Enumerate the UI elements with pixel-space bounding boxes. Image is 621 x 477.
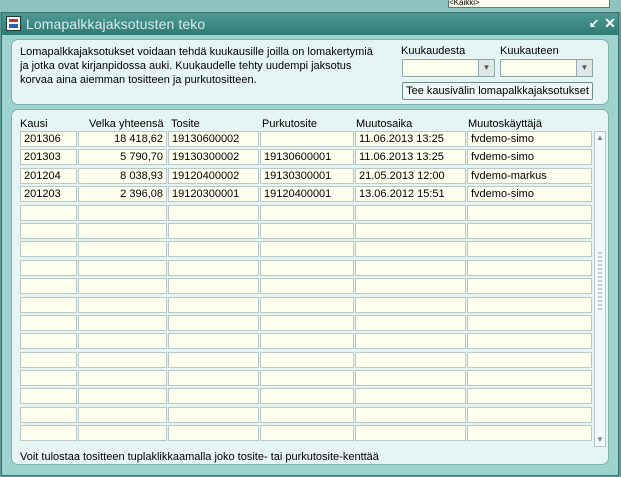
cell-muutosaika[interactable] [355,425,466,441]
cell-muutoskayttaja[interactable] [467,388,592,404]
col-header-purkutosite: Purkutosite [262,118,318,130]
cell-tosite[interactable]: 19120300001 [168,186,259,202]
cell-muutosaika[interactable]: 11.06.2013 13:25 [355,149,466,165]
cell-tosite[interactable]: 19130600002 [168,131,259,147]
footer-hint: Voit tulostaa tositteen tuplaklikkaamalla joko tosite- tai purkutosite-kenttää [20,451,379,463]
cell-velka[interactable] [78,260,167,276]
cell-kausi[interactable] [20,425,77,441]
app-window-icon [6,16,21,31]
cell-tosite[interactable] [168,223,259,239]
cell-muutoskayttaja[interactable] [467,241,592,257]
cell-purkutosite[interactable] [260,223,354,239]
cell-muutoskayttaja[interactable] [467,315,592,331]
title-bar[interactable] [2,13,618,35]
background-field: <Kaikki> [448,0,610,8]
cell-muutosaika[interactable] [355,370,466,386]
cell-purkutosite[interactable] [260,352,354,368]
scroll-thumb[interactable] [598,252,602,312]
cell-purkutosite[interactable] [260,370,354,386]
cell-muutosaika[interactable] [355,260,466,276]
cell-velka[interactable] [78,425,167,441]
cell-kausi[interactable] [20,315,77,331]
cell-tosite[interactable] [168,241,259,257]
cell-velka[interactable] [78,297,167,313]
cell-muutoskayttaja[interactable]: fvdemo-simo [467,149,592,165]
cell-kausi[interactable] [20,241,77,257]
cell-muutosaika[interactable] [355,315,466,331]
cell-kausi[interactable]: 201306 [20,131,77,147]
cell-tosite[interactable] [168,315,259,331]
cell-muutosaika[interactable] [355,333,466,349]
cell-muutoskayttaja[interactable] [467,260,592,276]
cell-velka[interactable]: 2 396,08 [78,186,167,202]
cell-muutoskayttaja[interactable] [467,425,592,441]
cell-purkutosite[interactable] [260,297,354,313]
cell-muutosaika[interactable] [355,407,466,423]
cell-purkutosite[interactable] [260,205,354,221]
cell-muutosaika[interactable] [355,388,466,404]
cell-kausi[interactable]: 201303 [20,149,77,165]
cell-muutosaika[interactable]: 11.06.2013 13:25 [355,131,466,147]
cell-muutoskayttaja[interactable]: fvdemo-simo [467,186,592,202]
from-month-select[interactable] [402,59,495,77]
cell-velka[interactable] [78,352,167,368]
cell-velka[interactable] [78,278,167,294]
cell-muutoskayttaja[interactable] [467,370,592,386]
cell-muutosaika[interactable] [355,205,466,221]
col-header-muutosaika: Muutosaika [356,118,413,130]
cell-tosite[interactable] [168,333,259,349]
cell-kausi[interactable] [20,223,77,239]
cell-velka[interactable] [78,370,167,386]
close-icon[interactable]: ✕ [604,15,616,31]
cell-muutoskayttaja[interactable] [467,205,592,221]
cell-tosite[interactable]: 19130300002 [168,149,259,165]
cell-tosite[interactable] [168,352,259,368]
cell-muutoskayttaja[interactable] [467,352,592,368]
cell-muutosaika[interactable]: 21.05.2013 12:00 [355,168,466,184]
cell-kausi[interactable] [20,370,77,386]
cell-tosite[interactable] [168,297,259,313]
vertical-scrollbar[interactable] [594,131,606,447]
cell-velka[interactable] [78,333,167,349]
cell-muutosaika[interactable] [355,223,466,239]
cell-tosite[interactable] [168,388,259,404]
cell-velka[interactable]: 8 038,93 [78,168,167,184]
cell-purkutosite[interactable] [260,260,354,276]
cell-tosite[interactable]: 19120400002 [168,168,259,184]
cell-tosite[interactable] [168,370,259,386]
chevron-down-icon[interactable]: ▼ [478,60,494,76]
cell-muutosaika[interactable]: 13.06.2012 15:51 [355,186,466,202]
cell-kausi[interactable] [20,388,77,404]
col-header-kausi: Kausi [20,118,48,130]
cell-tosite[interactable] [168,278,259,294]
cell-kausi[interactable] [20,260,77,276]
cell-kausi[interactable]: 201204 [20,168,77,184]
cell-tosite[interactable] [168,425,259,441]
cell-purkutosite[interactable]: 19120400001 [260,186,354,202]
info-text: Lomapalkkajaksotukset voidaan tehdä kuukausille joilla on lomakertymiä ja jotka ovat kirjanpidossa auki. Kuukaudelle tehty uudempi jaksotus korvaa aina aiemman tositteen ja purkutositteen. [20,46,373,86]
cell-velka[interactable] [78,223,167,239]
cell-velka[interactable] [78,388,167,404]
cell-purkutosite[interactable]: 19130300001 [260,168,354,184]
cell-muutosaika[interactable] [355,241,466,257]
cell-muutoskayttaja[interactable] [467,407,592,423]
cell-muutoskayttaja[interactable] [467,223,592,239]
cell-velka[interactable] [78,205,167,221]
cell-muutoskayttaja[interactable]: fvdemo-markus [467,168,592,184]
col-header-muutoskayttaja: Muutoskäyttäjä [468,118,542,130]
cell-muutoskayttaja[interactable]: fvdemo-simo [467,131,592,147]
cell-velka[interactable] [78,241,167,257]
cell-tosite[interactable] [168,205,259,221]
cell-velka[interactable]: 18 418,62 [78,131,167,147]
cell-purkutosite[interactable] [260,425,354,441]
cell-kausi[interactable] [20,352,77,368]
cell-muutoskayttaja[interactable] [467,333,592,349]
cell-purkutosite[interactable] [260,241,354,257]
parameters-panel [11,39,609,105]
cell-muutosaika[interactable] [355,352,466,368]
cell-muutosaika[interactable] [355,297,466,313]
scroll-up-icon[interactable]: ▲ [596,133,604,142]
cell-tosite[interactable] [168,407,259,423]
cell-kausi[interactable] [20,205,77,221]
accruals-table-panel [11,109,609,465]
scroll-down-icon[interactable]: ▼ [596,435,604,444]
cell-purkutosite[interactable] [260,315,354,331]
cell-kausi[interactable] [20,297,77,313]
to-month-label: Kuukauteen [500,45,559,57]
cell-tosite[interactable] [168,260,259,276]
window-title: Lomapalkkajaksotusten teko [26,16,206,32]
cell-muutoskayttaja[interactable] [467,278,592,294]
col-header-tosite: Tosite [171,118,200,130]
cell-purkutosite[interactable] [260,333,354,349]
col-header-velka: Velka yhteensä [89,118,164,130]
cell-kausi[interactable] [20,407,77,423]
to-month-select[interactable] [500,59,593,77]
cell-kausi[interactable] [20,333,77,349]
cell-purkutosite[interactable] [260,278,354,294]
cell-muutosaika[interactable] [355,278,466,294]
minimize-icon[interactable]: ↙ [588,16,600,30]
cell-velka[interactable] [78,315,167,331]
cell-kausi[interactable] [20,278,77,294]
from-month-label: Kuukaudesta [401,45,466,57]
cell-purkutosite[interactable] [260,388,354,404]
chevron-down-icon[interactable]: ▼ [576,60,592,76]
cell-purkutosite[interactable]: 19130600001 [260,149,354,165]
cell-purkutosite[interactable] [260,131,354,147]
cell-kausi[interactable]: 201203 [20,186,77,202]
create-accruals-button[interactable]: Tee kausivälin lomapalkkajaksotukset [402,82,593,100]
cell-velka[interactable] [78,407,167,423]
cell-purkutosite[interactable] [260,407,354,423]
lomapalkka-window [1,12,619,476]
cell-muutoskayttaja[interactable] [467,297,592,313]
cell-velka[interactable]: 5 790,70 [78,149,167,165]
